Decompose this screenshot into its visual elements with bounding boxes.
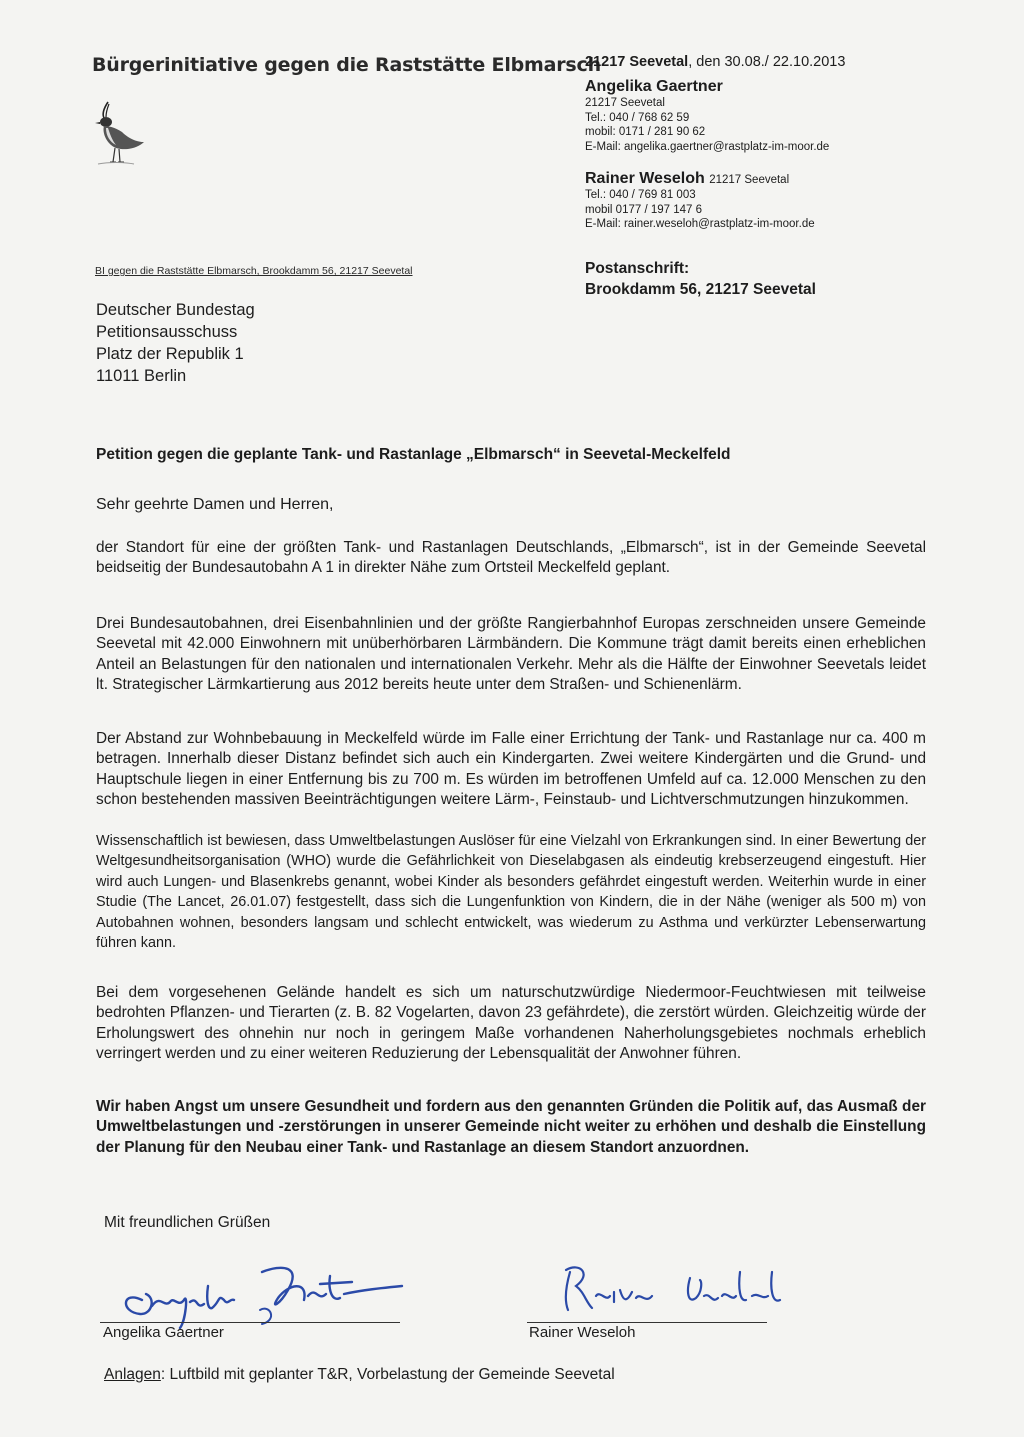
contact-name: Angelika Gaertner xyxy=(585,78,723,95)
signature-gaertner xyxy=(112,1250,412,1330)
recipient-line: Platz der Republik 1 xyxy=(96,345,244,363)
contact-phone: Tel.: 040 / 769 81 003 xyxy=(585,189,696,201)
recipient-line: Deutscher Bundestag xyxy=(96,301,255,319)
contact-email[interactable]: E-Mail: rainer.weseloh@rastplatz-im-moor.de xyxy=(585,218,815,230)
attachments-text: : Luftbild mit geplanter T&R, Vorbelastung der Gemeinde Seevetal xyxy=(160,1366,615,1383)
body-paragraph-2: Drei Bundesautobahnen, drei Eisenbahnlinien und der größte Rangierbahnhof Europas zerschneiden unsere Gemeinde Seevetal mit 42.000 Einwohnern mit unüberhörbaren Lärmbändern. Die Kommune trägt damit bereits einen erheblichen Anteil an Belastungen für den nationalen und internationalen Verkehr. Mehr als die Hälfte der Einwohner Seevetals leidet lt. Strategischer Lärmkartierung aus 2012 bereits heute unter dem Straßen- und Schienenlärm. xyxy=(96,615,926,694)
signatory-name: Rainer Weseloh xyxy=(529,1324,636,1341)
postal-address-label: Postanschrift: xyxy=(585,260,690,277)
signatory-name: Angelika Gaertner xyxy=(103,1324,224,1341)
contact-block-gaertner xyxy=(585,78,829,154)
organization-title: Bürgerinitiative gegen die Raststätte Elbmarsch xyxy=(92,54,601,76)
contact-mobile: mobil 0177 / 197 147 6 xyxy=(585,203,703,216)
letter-subject: Petition gegen die geplante Tank- und Rastanlage „Elbmarsch“ in Seevetal-Meckelfeld xyxy=(96,446,731,463)
salutation: Sehr geehrte Damen und Herren, xyxy=(96,496,334,513)
date-place-line xyxy=(585,54,845,70)
body-paragraph-demand: Wir haben Angst um unsere Gesundheit und fordern aus den genannten Gründen die Politik auf, das Ausmaß der Umweltbelastungen und -zerstörungen in unserer Gemeinde nicht weiter zu erhöhen und deshalb die Einstellung der Planung für den Neubau einer Tank- und Rastanlage an diesem Standort anzuordnen. xyxy=(96,1098,926,1156)
contact-name-line xyxy=(585,170,815,188)
contact-block-weseloh xyxy=(585,170,815,232)
signature-weseloh xyxy=(540,1252,800,1327)
signature-line xyxy=(527,1322,767,1323)
closing-phrase: Mit freundlichen Grüßen xyxy=(104,1214,271,1231)
contact-name: Rainer Weseloh xyxy=(585,170,705,187)
sender-return-address: BI gegen die Raststätte Elbmarsch, Brookdamm 56, 21217 Seevetal xyxy=(95,265,413,277)
recipient-line: 11011 Berlin xyxy=(96,367,187,385)
recipient-line: Petitionsausschuss xyxy=(96,323,238,341)
body-paragraph-4: Bei dem vorgesehenen Gelände handelt es sich um naturschutzwürdige Niedermoor-Feuchtwiesen mit teilweise bedrohten Pflanzen- und Tierarten (z. B. 82 Vogelarten, davon 23 gefährdete), die zerstört würden. Gleichzeitig würde der Erholungswert des ohnehin nur noch in geringem Maße vorhandenen Naherholungsgebietes nochmals erheblich verringert werden und zu einer weiteren Reduzierung der Lebensqualität der Anwohner führen. xyxy=(96,984,926,1063)
contact-email[interactable]: E-Mail: angelika.gaertner@rastplatz-im-moor.de xyxy=(585,140,830,153)
date-value: , den 30.08./ 22.10.2013 xyxy=(688,54,846,70)
lapwing-bird-icon xyxy=(88,98,148,168)
contact-mobile: mobil: 0171 / 281 90 62 xyxy=(585,126,706,138)
contact-city: 21217 Seevetal xyxy=(709,174,790,186)
body-paragraph-1: der Standort für eine der größten Tank- und Rastanlagen Deutschlands, „Elbmarsch“, ist in der Gemeinde Seevetal beidseitig der Bundesautobahn A 1 in direkter Nähe zum Ortsteil Meckelfeld geplant. xyxy=(96,539,926,577)
contact-city: 21217 Seevetal xyxy=(585,97,665,109)
signature-line xyxy=(100,1322,400,1323)
attachments-line xyxy=(104,1366,615,1384)
body-paragraph-3: Der Abstand zur Wohnbebauung in Meckelfeld würde im Falle einer Errichtung der Tank- und Rastanlage nur ca. 400 m betragen. Innerhalb dieser Distanz befindet sich auch ein Kindergarten. Zwei weitere Kindergärten und die Grund- und Hauptschule liegen in einer Entfernung bis zu 700 m. Es würden im betroffenen Umfeld auf ca. 12.000 Menschen zu den schon bestehenden massiven Beeinträchtigungen weitere Lärm-, Feinstaub- und Lichtverschmutzungen hinzukommen. xyxy=(96,730,926,809)
postal-address xyxy=(585,258,816,300)
recipient-address xyxy=(96,299,255,387)
postal-address-value: Brookdamm 56, 21217 Seevetal xyxy=(585,281,816,298)
attachments-label: Anlagen xyxy=(104,1366,161,1383)
contact-phone: Tel.: 040 / 768 62 59 xyxy=(585,111,690,124)
date-place: 21217 Seevetal xyxy=(585,54,689,70)
body-paragraph-3-continued: Wissenschaftlich ist bewiesen, dass Umweltbelastungen Auslöser für eine Vielzahl von Erkrankungen sind. In einer Bewertung der Weltgesundheitsorganisation (WHO) wurde die Gefährlichkeit von Dieselabgasen als eindeutig krebserzeugend eingestuft. Hier wird auch Lungen- und Blasenkrebs genannt, wobei Kinder als besonders gefährdet eingestuft werden. Weiterhin wurde in einer Studie (The Lancet, 26.01.07) festgestellt, dass sich die Lungenfunktion von Kindern, die in der Nähe (weniger als 500 m) von Autobahnen wohnen, besonders langsam und schlecht entwickelt, was wiederum zu Asthma und verkürzter Lebenserwartung führen kann. xyxy=(96,833,926,952)
